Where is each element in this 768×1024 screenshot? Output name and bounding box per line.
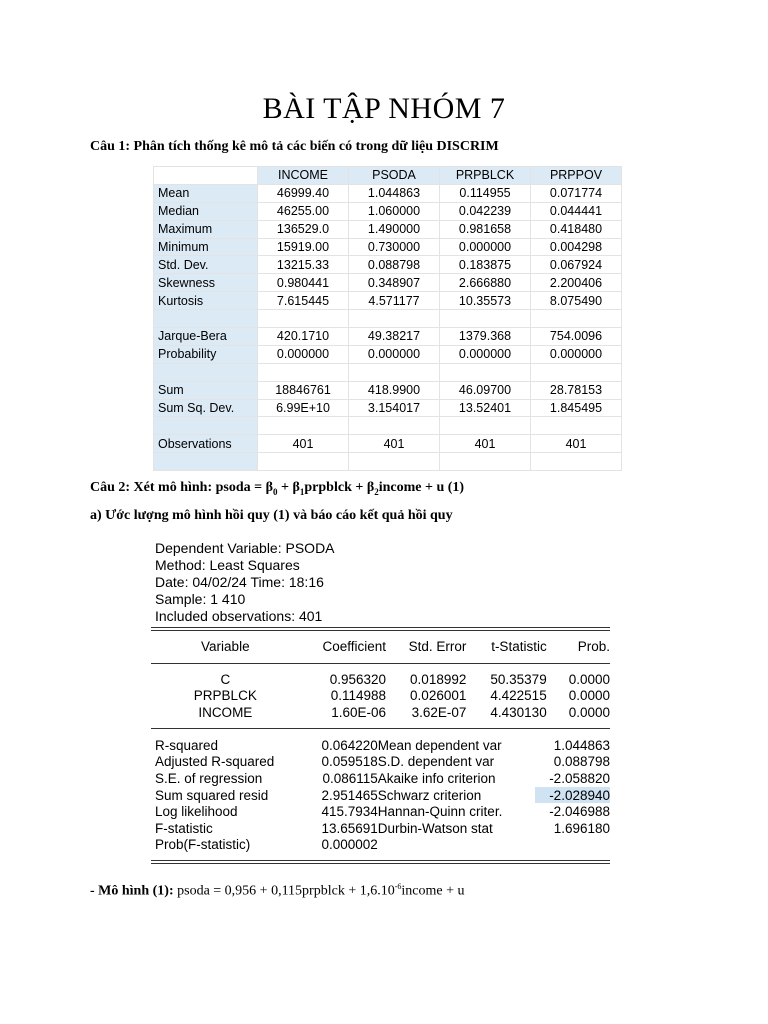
coef-row (151, 704, 610, 721)
stats-cell: 401 (440, 435, 531, 453)
stats-row-label (154, 453, 258, 471)
stats-cell: 46255.00 (258, 202, 349, 220)
summary-value: 1.044863 (553, 737, 610, 753)
question-2a-heading: a) Ước lượng mô hình hồi quy (1) và báo cáo kết quả hồi quy (90, 508, 453, 523)
reg-dependent-variable: Dependent Variable: PSODA (155, 540, 335, 556)
coef-cell: 0.026001 (410, 688, 467, 704)
coef-cell: 1.60E-06 (331, 704, 387, 720)
coef-cell: 0.0000 (568, 688, 610, 704)
stats-row-label: Probability (154, 345, 258, 363)
stats-cell (440, 363, 531, 381)
summary-value (535, 837, 610, 854)
stats-col-header: PRPPOV (531, 167, 622, 185)
coef-cell: 4.430130 (490, 704, 547, 720)
reg-header-row (151, 631, 610, 661)
stats-cell: 136529.0 (258, 220, 349, 238)
stats-row-label (154, 310, 258, 328)
stats-row-label: Mean (154, 184, 258, 202)
q2-plus: + (277, 480, 293, 495)
stats-cell: 1.845495 (531, 399, 622, 417)
beta0-subscript: 0 (273, 486, 278, 497)
coef-cell: 0.114988 (330, 688, 387, 704)
summary-row (155, 754, 610, 771)
stats-cell (349, 310, 440, 328)
stats-row (154, 381, 622, 399)
summary-label: S.D. dependent var (377, 754, 495, 770)
stats-header-row (154, 167, 622, 185)
stats-row (154, 417, 622, 435)
question-1-heading: Câu 1: Phân tích thống kê mô tả các biến có trong dữ liệu DISCRIM (90, 139, 499, 154)
q2-prefix: Câu 2: Xét mô hình: psoda = (90, 480, 266, 495)
stats-cell: 0.044441 (531, 202, 622, 220)
q2-suffix: income + u (1) (378, 480, 465, 495)
summary-value: -2.058820 (549, 770, 610, 786)
stats-cell: 0.000000 (440, 345, 531, 363)
summary-label: Schwarz criterion (377, 787, 482, 803)
coef-row (151, 688, 610, 705)
coef-variable-name: PRPBLCK (193, 688, 257, 704)
reg-col-header: Coefficient (322, 638, 387, 654)
stats-cell: 28.78153 (531, 381, 622, 399)
stats-row-label: Kurtosis (154, 292, 258, 310)
summary-value: 0.059518 (321, 754, 378, 770)
stats-cell: 1.044863 (349, 184, 440, 202)
stats-row-label: Sum Sq. Dev. (154, 399, 258, 417)
stats-cell: 13.52401 (440, 399, 531, 417)
stats-cell: 401 (349, 435, 440, 453)
stats-cell: 4.571177 (349, 292, 440, 310)
page-title: BÀI TẬP NHÓM 7 (262, 92, 506, 125)
beta2-symbol: β (366, 480, 375, 495)
stats-cell: 0.183875 (440, 256, 531, 274)
stats-cell: 0.348907 (349, 274, 440, 292)
stats-row (154, 202, 622, 220)
stats-row-label: Sum (154, 381, 258, 399)
coef-cell: 0.0000 (568, 671, 610, 687)
stats-cell: 10.35573 (440, 292, 531, 310)
stats-cell: 18846761 (258, 381, 349, 399)
reg-observations: Included observations: 401 (155, 608, 323, 624)
coef-separator-rule (151, 728, 610, 729)
summary-label: F-statistic (155, 820, 213, 836)
stats-cell: 46.09700 (440, 381, 531, 399)
summary-value: 0.000002 (321, 837, 378, 853)
stats-row-label: Std. Dev. (154, 256, 258, 274)
stats-cell: 0.067924 (531, 256, 622, 274)
regression-column-headers (151, 631, 610, 661)
summary-value: 0.064220 (321, 737, 378, 753)
stats-row-label (154, 363, 258, 381)
stats-row (154, 399, 622, 417)
reg-col-header: Std. Error (408, 638, 467, 654)
stats-cell: 0.000000 (349, 345, 440, 363)
summary-label: Mean dependent var (377, 737, 502, 753)
descriptive-stats-table (153, 166, 622, 471)
stats-cell (531, 417, 622, 435)
summary-label: Adjusted R-squared (155, 754, 275, 770)
stats-row (154, 345, 622, 363)
stats-cell (440, 310, 531, 328)
coef-cell: 50.35379 (490, 671, 547, 687)
reg-sample: Sample: 1 410 (155, 591, 246, 607)
model-label: - Mô hình (1): (90, 883, 174, 899)
coef-cell: 4.422515 (490, 688, 547, 704)
stats-corner-cell (154, 167, 258, 185)
question-2-heading (90, 480, 464, 497)
stats-row (154, 363, 622, 381)
summary-label: Hannan-Quinn criter. (377, 804, 503, 820)
stats-cell (440, 453, 531, 471)
stats-cell: 0.418480 (531, 220, 622, 238)
summary-value: -2.046988 (549, 804, 610, 820)
stats-row (154, 184, 622, 202)
stats-cell: 46999.40 (258, 184, 349, 202)
stats-row-label: Jarque-Bera (154, 328, 258, 346)
coef-cell: 0.956320 (329, 671, 387, 687)
stats-cell (349, 453, 440, 471)
summary-row (155, 837, 610, 854)
stats-row-label: Skewness (154, 274, 258, 292)
reg-method: Method: Least Squares (155, 557, 300, 573)
model-equation (90, 882, 465, 900)
summary-label (378, 837, 536, 854)
stats-cell: 1.060000 (349, 202, 440, 220)
stats-cell: 0.000000 (258, 345, 349, 363)
stats-row (154, 220, 622, 238)
stats-cell: 420.1710 (258, 328, 349, 346)
stats-cell: 49.38217 (349, 328, 440, 346)
stats-cell: 418.9900 (349, 381, 440, 399)
stats-row (154, 256, 622, 274)
summary-label: Durbin-Watson stat (377, 820, 493, 836)
stats-cell: 0.042239 (440, 202, 531, 220)
stats-cell (349, 417, 440, 435)
reg-col-header: Prob. (577, 638, 610, 654)
stats-cell: 0.980441 (258, 274, 349, 292)
stats-row (154, 274, 622, 292)
stats-cell: 0.004298 (531, 238, 622, 256)
stats-row (154, 292, 622, 310)
stats-cell (258, 417, 349, 435)
stats-cell: 0.088798 (349, 256, 440, 274)
coef-variable-name: INCOME (198, 704, 253, 720)
summary-row (155, 737, 610, 754)
stats-cell: 6.99E+10 (258, 399, 349, 417)
summary-value: 2.951465 (321, 787, 378, 803)
beta2-subscript: 2 (374, 486, 379, 497)
table-bottom-rule-2 (151, 863, 610, 864)
stats-cell: 0.730000 (349, 238, 440, 256)
model-eq-part1: psoda = 0,956 + 0,115prpblck + 1,6.10 (173, 883, 395, 899)
summary-label: Akaike info criterion (377, 770, 496, 786)
stats-cell (531, 363, 622, 381)
coef-cell: 0.0000 (568, 704, 610, 720)
regression-header (155, 540, 335, 625)
stats-row (154, 310, 622, 328)
summary-row (155, 820, 610, 837)
reg-col-header: t-Statistic (491, 638, 547, 654)
stats-cell (531, 453, 622, 471)
stats-row (154, 238, 622, 256)
model-eq-part2: income + u (401, 883, 465, 899)
stats-cell: 0.000000 (440, 238, 531, 256)
stats-cell: 0.981658 (440, 220, 531, 238)
stats-cell (531, 310, 622, 328)
summary-value: 0.088798 (553, 754, 610, 770)
stats-cell: 2.200406 (531, 274, 622, 292)
summary-value: 415.7934 (321, 804, 378, 820)
stats-cell: 8.075490 (531, 292, 622, 310)
stats-cell: 1.490000 (349, 220, 440, 238)
coef-variable-name: C (220, 671, 231, 687)
stats-row-label: Median (154, 202, 258, 220)
summary-label: Log likelihood (155, 804, 238, 820)
stats-cell: 7.615445 (258, 292, 349, 310)
stats-cell: 3.154017 (349, 399, 440, 417)
beta1-symbol: β (292, 480, 300, 495)
stats-cell: 0.071774 (531, 184, 622, 202)
coef-row (151, 671, 610, 688)
stats-cell (349, 363, 440, 381)
stats-col-header: PSODA (349, 167, 440, 185)
stats-cell: 1379.368 (440, 328, 531, 346)
stats-cell: 0.114955 (440, 184, 531, 202)
stats-row-label (154, 417, 258, 435)
stats-cell: 401 (258, 435, 349, 453)
stats-row-label: Maximum (154, 220, 258, 238)
stats-cell (258, 310, 349, 328)
beta0-symbol: β (265, 480, 274, 495)
header-separator-rule (151, 663, 610, 664)
stats-row (154, 435, 622, 453)
stats-row-label: Minimum (154, 238, 258, 256)
reg-date-time: Date: 04/02/24 Time: 18:16 (155, 574, 324, 590)
summary-row (155, 770, 610, 787)
table-bottom-rule (151, 860, 610, 861)
stats-row (154, 328, 622, 346)
stats-cell: 2.666880 (440, 274, 531, 292)
reg-col-header: Variable (201, 638, 250, 654)
summary-label: Sum squared resid (155, 787, 269, 803)
coef-cell: 3.62E-07 (411, 704, 467, 720)
stats-cell: 0.000000 (531, 345, 622, 363)
stats-row-label: Observations (154, 435, 258, 453)
summary-label: Prob(F-statistic) (155, 837, 251, 853)
q2-mid: prpblck + (304, 480, 367, 495)
summary-row (155, 803, 610, 820)
beta1-subscript: 1 (299, 486, 305, 497)
coefficient-table (151, 671, 610, 721)
stats-cell: 15919.00 (258, 238, 349, 256)
stats-cell: 401 (531, 435, 622, 453)
coef-cell: 0.018992 (410, 671, 467, 687)
summary-label: R-squared (155, 737, 219, 753)
table-top-rule (151, 627, 610, 628)
stats-col-header: PRPBLCK (440, 167, 531, 185)
stats-cell (258, 363, 349, 381)
summary-value: 13.65691 (321, 820, 378, 836)
stats-cell (440, 417, 531, 435)
summary-label: S.E. of regression (155, 770, 263, 786)
stats-col-header: INCOME (258, 167, 349, 185)
summary-row (155, 787, 610, 804)
stats-row (154, 453, 622, 471)
summary-value: 1.696180 (553, 820, 610, 836)
regression-summary-table (155, 737, 610, 853)
summary-value-selected: -2.028940 (535, 787, 610, 804)
stats-cell (258, 453, 349, 471)
stats-cell: 754.0096 (531, 328, 622, 346)
summary-value: 0.086115 (322, 770, 378, 786)
stats-cell: 13215.33 (258, 256, 349, 274)
model-exponent: -6 (394, 882, 402, 891)
